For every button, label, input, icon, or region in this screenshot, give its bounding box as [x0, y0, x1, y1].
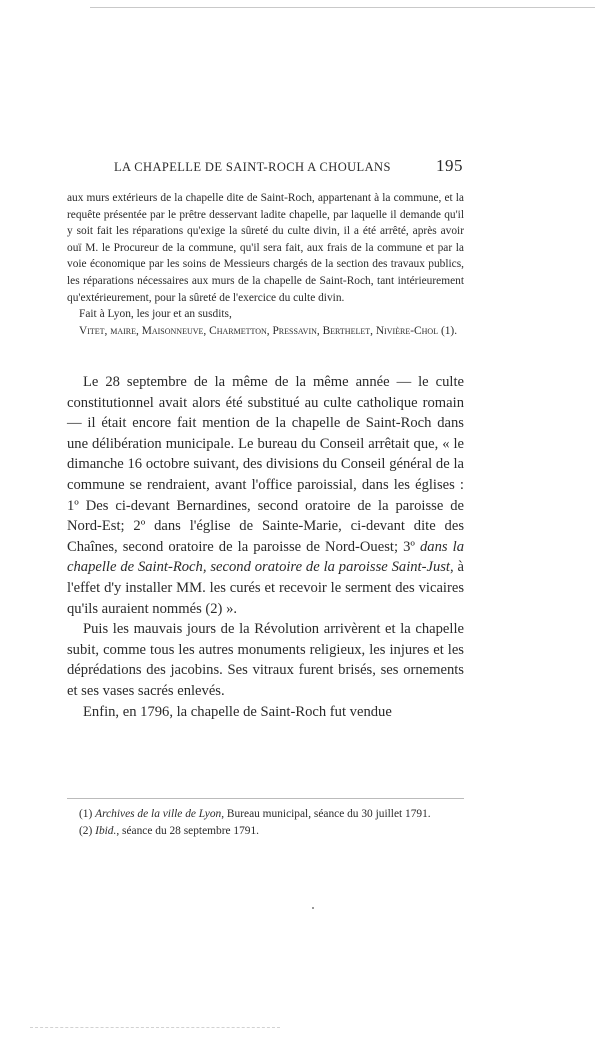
decree-closing: Fait à Lyon, les jour et an susdits,: [79, 308, 232, 321]
paragraph-3: Enfin, en 1796, la chapelle de Saint-Roch fut vendue: [83, 703, 392, 720]
footnote-1-source: Archives de la ville de Lyon: [95, 808, 222, 820]
footnote-separator: [67, 798, 464, 799]
top-border-line: [90, 7, 595, 8]
paragraph-1-text-b: , à l'effet d'y installer MM. les curés et recevoir le serment des vicaires qu'ils auraient nommés (2) ».: [67, 559, 464, 617]
paragraph-2: Puis les mauvais jours de la Révolution arrivèrent et la chapelle subit, comme tous les autres monuments religieux, les injures et les déprédations des jacobins. Ses vitraux furent brisés, ses ornements et ses vases sacrés enlevés.: [67, 621, 464, 699]
paragraph-1: [67, 372, 464, 619]
footnote-1-text: , Bureau municipal, séance du 30 juillet 1791.: [221, 808, 431, 820]
bottom-border-line: [30, 1027, 280, 1028]
running-header: LA CHAPELLE DE SAINT-ROCH A CHOULANS: [114, 160, 391, 174]
main-body: [67, 372, 464, 722]
footnote-2: [67, 823, 464, 840]
page-speck: [312, 907, 314, 909]
page-number: 195: [436, 156, 463, 175]
decree-text: aux murs extérieurs de la chapelle dite de Saint-Roch, appartenant à la commune, et la requête présentée par le prêtre desservant ladite chapelle, par laquelle il demande qu'il y soit fait les réparations qu'exige la sûreté du culte divin, il a été arrêté, après avoir ouï M. le Procureur de la commune, qu'il sera fait, aux frais de la commune et par la voie économique par les soins de Messieurs chargés de la section des travaux publics, les réparations nécessaires aux murs de la chapelle de Saint-Roch, tant intérieurement qu'extérieurement, pour la sûreté de l'exercice du culte divin.: [67, 192, 464, 304]
decree-signatories: Vitet, maire, Maisonneuve, Charmetton, Pressavin, Berthelet, Nivière-Chol (1).: [79, 324, 458, 337]
footnote-2-number: (2): [79, 825, 93, 837]
footnotes: [67, 806, 464, 840]
paragraph-1-text-a: Le 28 septembre de la même de la même année — le culte constitutionnel avait alors été substitué au culte catholique romain — il était encore fait mention de la chapelle de Saint-Roch dans une délibération municipale. Le bureau du Conseil arrêtait que, « le dimanche 16 octobre suivant, des divisions du Conseil général de la commune se rendraient, avant l'office paroissial, dans les églises : 1º Des ci-devant Bernardines, second oratoire de la paroisse de Nord-Est; 2º dans l'église de Sainte-Marie, ci-devant dite des Chaînes, second oratoire de la paroisse de Nord-Ouest; 3º: [67, 374, 464, 555]
footnote-1: [67, 806, 464, 823]
decree-quotation: [67, 190, 464, 339]
footnote-1-number: (1): [79, 808, 93, 820]
paragraph-1-italic: dans la chapelle de Saint-Roch, second oratoire de la paroisse Saint-Just: [67, 538, 465, 576]
footnote-2-source: Ibid.: [95, 825, 117, 837]
footnote-2-text: , séance du 28 septembre 1791.: [116, 825, 260, 837]
